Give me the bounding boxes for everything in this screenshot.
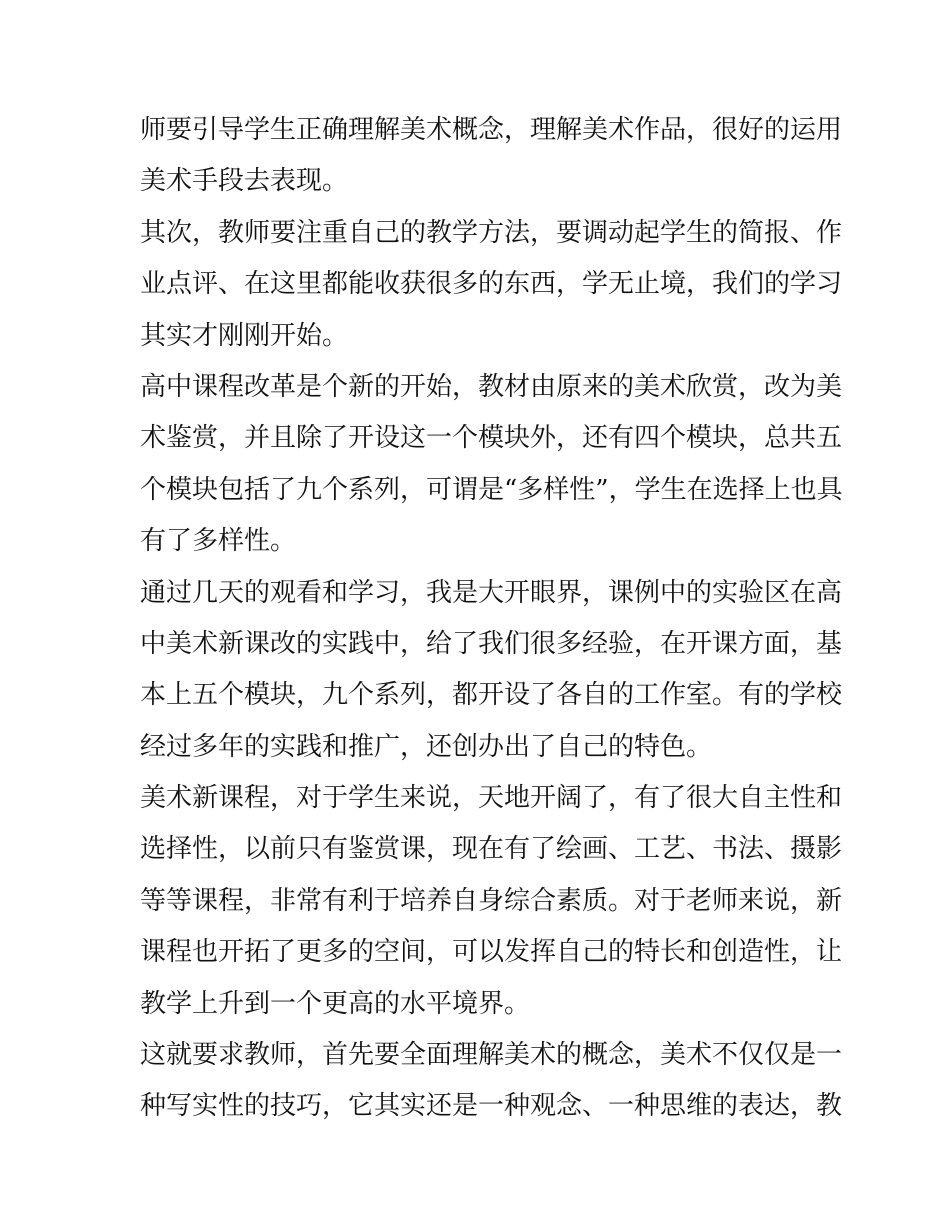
text-line: 师要引导学生正确理解美术概念，理解美术作品，很好的运用 xyxy=(140,115,843,145)
text-line: 个模块包括了九个系列，可谓是“多样性”，学生在选择上也具 xyxy=(140,474,843,505)
paragraph-3 xyxy=(140,362,843,568)
text-line: 教学上升到一个更高的水平境界。 xyxy=(140,988,531,1019)
paragraph-5 xyxy=(140,773,843,1030)
text-line: 选择性，以前只有鉴赏课，现在有了绘画、工艺、书法、摄影 xyxy=(140,834,843,865)
text-line: 其次，教师要注重自己的教学方法，要调动起学生的简报、作 xyxy=(140,217,843,248)
text-line: 美术手段去表现。 xyxy=(140,166,349,197)
text-line: 高中课程改革是个新的开始，教材由原来的美术欣赏，改为美 xyxy=(140,371,843,402)
text-line: 种写实性的技巧，它其实还是一种观念、一种思维的表达，教 xyxy=(140,1091,843,1122)
text-line: 等等课程，非常有利于培养自身综合素质。对于老师来说，新 xyxy=(140,885,843,916)
paragraph-1 xyxy=(140,105,843,208)
text-line: 美术新课程，对于学生来说，天地开阔了，有了很大自主性和 xyxy=(140,783,843,814)
text-line: 术鉴赏，并且除了开设这一个模块外，还有四个模块，总共五 xyxy=(140,423,843,454)
text-line: 课程也开拓了更多的空间，可以发挥自己的特长和创造性，让 xyxy=(140,937,843,968)
text-line: 业点评、在这里都能收获很多的东西，学无止境，我们的学习 xyxy=(140,269,843,300)
text-line: 中美术新课改的实践中，给了我们很多经验，在开课方面，基 xyxy=(140,628,843,659)
text-line: 这就要求教师，首先要全面理解美术的概念，美术不仅仅是一 xyxy=(140,1040,843,1071)
text-line: 本上五个模块，九个系列，都开设了各自的工作室。有的学校 xyxy=(140,680,843,711)
paragraph-2 xyxy=(140,208,843,362)
text-line: 有了多样性。 xyxy=(140,526,297,557)
paragraph-4 xyxy=(140,568,843,774)
text-body xyxy=(140,105,843,1133)
text-line: 经过多年的实践和推广，还创办出了自己的特色。 xyxy=(140,731,713,762)
text-line: 其实才刚刚开始。 xyxy=(140,320,349,351)
text-line: 通过几天的观看和学习，我是大开眼界，课例中的实验区在高 xyxy=(140,577,843,608)
paragraph-6 xyxy=(140,1030,843,1133)
